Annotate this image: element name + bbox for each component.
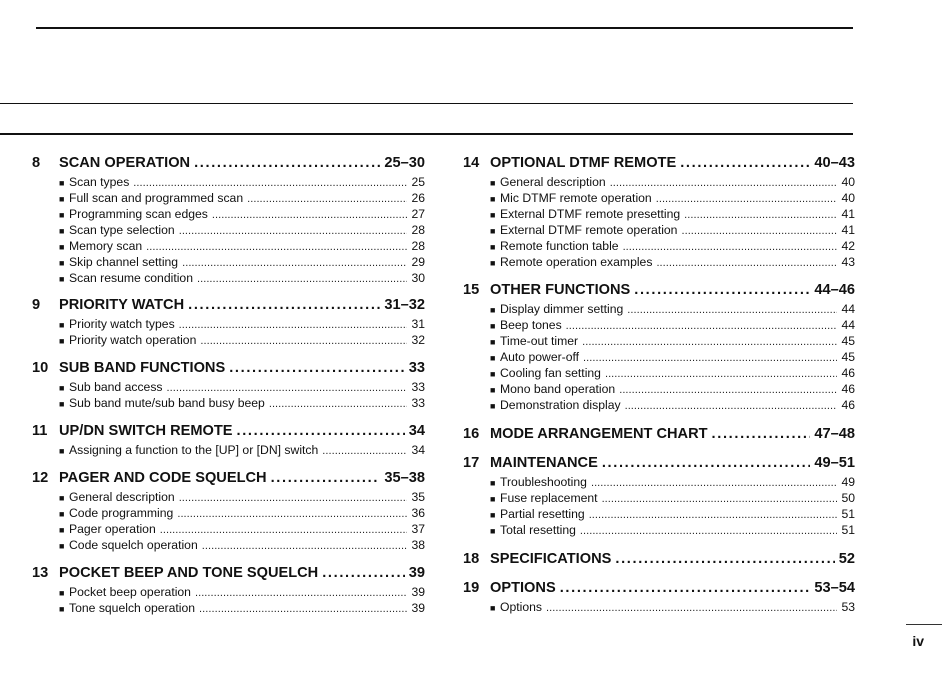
section-spacer (32, 348, 425, 357)
section-title: PAGER AND CODE SQUELCH (59, 470, 267, 486)
lower-rule (0, 133, 853, 135)
toc-section (463, 152, 855, 270)
section-title: OPTIONAL DTMF REMOTE (490, 155, 677, 171)
square-bullet-icon: ■ (490, 337, 496, 347)
square-bullet-icon: ■ (59, 320, 65, 330)
square-bullet-icon: ■ (490, 494, 496, 504)
leader-dots (605, 366, 837, 382)
entry-page: 38 (411, 538, 425, 552)
toc-entry[interactable] (463, 365, 855, 381)
leader-dots (602, 491, 838, 507)
square-bullet-icon: ■ (490, 369, 496, 379)
square-bullet-icon: ■ (59, 258, 65, 268)
leader-dots (179, 490, 408, 506)
entry-page: 27 (411, 207, 425, 221)
section-number: 15 (463, 282, 480, 298)
entry-page: 35 (411, 490, 425, 504)
entry-page: 26 (411, 191, 425, 205)
toc-entry[interactable] (32, 521, 425, 537)
leader-dots (681, 223, 837, 239)
entry-page: 31 (411, 317, 425, 331)
section-spacer (32, 411, 425, 420)
entry-title: Scan resume condition (69, 271, 193, 285)
toc-entry[interactable] (463, 238, 855, 254)
leader-dots (133, 175, 407, 191)
page-number-rule (906, 624, 942, 625)
page-number: iv (912, 633, 924, 649)
leader-dots (229, 357, 405, 379)
leader-dots (619, 382, 837, 398)
square-bullet-icon: ■ (59, 210, 65, 220)
entry-title: Priority watch types (69, 317, 175, 331)
entry-title: Cooling fan setting (500, 366, 601, 380)
entry-page: 49 (841, 475, 855, 489)
entry-page: 42 (841, 239, 855, 253)
section-title: PRIORITY WATCH (59, 297, 185, 313)
section-pages: 52 (838, 551, 855, 567)
toc-entry[interactable] (32, 174, 425, 190)
toc-entry[interactable] (32, 395, 425, 411)
entry-title: Demonstration display (500, 398, 621, 412)
toc-entry[interactable] (463, 254, 855, 270)
entry-page: 37 (411, 522, 425, 536)
leader-dots (602, 452, 811, 474)
toc-section-heading[interactable] (463, 548, 855, 570)
section-number: 13 (32, 565, 49, 581)
toc-section (32, 562, 425, 616)
entry-title: Memory scan (69, 239, 143, 253)
toc-section-heading[interactable] (32, 152, 425, 174)
leader-dots (560, 577, 811, 599)
leader-dots (188, 294, 380, 316)
entry-page: 45 (841, 350, 855, 364)
section-number: 17 (463, 455, 480, 471)
toc-entry[interactable] (32, 600, 425, 616)
toc-section-heading[interactable] (32, 562, 425, 584)
entry-page: 28 (411, 239, 425, 253)
toc-entry[interactable] (32, 442, 425, 458)
section-spacer (463, 538, 855, 548)
entry-title: Partial resetting (500, 507, 585, 521)
leader-dots (160, 522, 408, 538)
entry-title: Sub band mute/sub band busy beep (69, 396, 265, 410)
leader-dots (167, 380, 408, 396)
leader-dots (684, 207, 837, 223)
entry-title: Mono band operation (500, 382, 616, 396)
leader-dots (582, 334, 837, 350)
leader-dots (269, 396, 408, 412)
entry-title: Total resetting (500, 523, 576, 537)
section-title: MODE ARRANGEMENT CHART (490, 426, 708, 442)
toc-entry[interactable] (32, 270, 425, 286)
square-bullet-icon: ■ (490, 385, 496, 395)
square-bullet-icon: ■ (59, 399, 65, 409)
leader-dots (271, 467, 381, 489)
entry-title: Programming scan edges (69, 207, 208, 221)
entry-page: 46 (841, 366, 855, 380)
toc-section-heading[interactable] (32, 420, 425, 442)
toc-entry[interactable] (463, 506, 855, 522)
entry-page: 33 (411, 396, 425, 410)
entry-page: 51 (841, 507, 855, 521)
entry-page: 46 (841, 382, 855, 396)
entry-page: 44 (841, 318, 855, 332)
toc-section (32, 152, 425, 286)
section-spacer (32, 458, 425, 467)
toc-section-heading[interactable] (32, 294, 425, 316)
entry-title: Remote function table (500, 239, 619, 253)
leader-dots (656, 191, 838, 207)
leader-dots (623, 239, 838, 255)
toc-right-column (463, 152, 855, 615)
entry-page: 39 (411, 585, 425, 599)
section-title: OPTIONS (490, 580, 556, 596)
entry-title: External DTMF remote presetting (500, 207, 681, 221)
leader-dots (177, 506, 407, 522)
leader-dots (322, 443, 407, 459)
square-bullet-icon: ■ (59, 493, 65, 503)
section-pages: 25–30 (384, 155, 425, 171)
square-bullet-icon: ■ (59, 336, 65, 346)
section-number: 19 (463, 580, 480, 596)
entry-title: Scan type selection (69, 223, 175, 237)
section-spacer (463, 445, 855, 452)
leader-dots (610, 175, 838, 191)
toc-section (463, 452, 855, 538)
leader-dots (179, 223, 408, 239)
square-bullet-icon: ■ (490, 258, 496, 268)
toc-entry[interactable] (463, 490, 855, 506)
section-title: POCKET BEEP AND TONE SQUELCH (59, 565, 319, 581)
square-bullet-icon: ■ (490, 478, 496, 488)
toc-section (463, 279, 855, 413)
leader-dots (546, 600, 837, 616)
section-spacer (463, 570, 855, 577)
toc-entry[interactable] (463, 474, 855, 490)
square-bullet-icon: ■ (490, 526, 496, 536)
square-bullet-icon: ■ (59, 525, 65, 535)
square-bullet-icon: ■ (490, 226, 496, 236)
leader-dots (589, 507, 838, 523)
section-number: 11 (32, 423, 48, 439)
leader-dots (195, 585, 407, 601)
square-bullet-icon: ■ (490, 210, 496, 220)
entry-title: Code programming (69, 506, 174, 520)
toc-section (32, 420, 425, 458)
entry-page: 33 (411, 380, 425, 394)
leader-dots (580, 523, 838, 539)
square-bullet-icon: ■ (59, 604, 65, 614)
entry-page: 41 (841, 223, 855, 237)
square-bullet-icon: ■ (59, 588, 65, 598)
section-number: 16 (463, 426, 480, 442)
section-title: SUB BAND FUNCTIONS (59, 360, 226, 376)
section-number: 14 (463, 155, 480, 171)
section-number: 12 (32, 470, 49, 486)
entry-title: Scan types (69, 175, 130, 189)
leader-dots (202, 538, 408, 554)
entry-title: Assigning a function to the [UP] or [DN] switch (69, 443, 319, 457)
section-pages: 40–43 (814, 155, 855, 171)
leader-dots (146, 239, 407, 255)
square-bullet-icon: ■ (490, 194, 496, 204)
leader-dots (566, 318, 838, 334)
leader-dots (247, 191, 407, 207)
leader-dots (625, 398, 838, 414)
square-bullet-icon: ■ (59, 194, 65, 204)
leader-dots (583, 350, 837, 366)
toc-entry[interactable] (463, 317, 855, 333)
entry-title: Troubleshooting (500, 475, 587, 489)
entry-title: Priority watch operation (69, 333, 197, 347)
entry-title: General description (500, 175, 606, 189)
section-title: SCAN OPERATION (59, 155, 191, 171)
section-spacer (32, 286, 425, 294)
toc-entry[interactable] (463, 174, 855, 190)
entry-title: General description (69, 490, 175, 504)
section-title: OTHER FUNCTIONS (490, 282, 631, 298)
square-bullet-icon: ■ (490, 603, 496, 613)
entry-page: 40 (841, 191, 855, 205)
section-number: 8 (32, 155, 41, 171)
square-bullet-icon: ■ (59, 274, 65, 284)
toc-section (32, 357, 425, 411)
section-pages: 47–48 (814, 426, 855, 442)
entry-title: Time-out timer (500, 334, 579, 348)
entry-page: 46 (841, 398, 855, 412)
toc-entry[interactable] (32, 222, 425, 238)
leader-dots (680, 152, 810, 174)
entry-page: 45 (841, 334, 855, 348)
square-bullet-icon: ■ (59, 178, 65, 188)
square-bullet-icon: ■ (490, 510, 496, 520)
section-title: UP/DN SWITCH REMOTE (59, 423, 233, 439)
entry-title: Display dimmer setting (500, 302, 624, 316)
square-bullet-icon: ■ (59, 446, 65, 456)
leader-dots (179, 317, 408, 333)
toc-entry[interactable] (32, 206, 425, 222)
toc-entry[interactable] (463, 349, 855, 365)
square-bullet-icon: ■ (490, 242, 496, 252)
entry-title: Pocket beep operation (69, 585, 191, 599)
toc-entry[interactable] (463, 301, 855, 317)
entry-page: 36 (411, 506, 425, 520)
leader-dots (182, 255, 407, 271)
square-bullet-icon: ■ (59, 383, 65, 393)
toc-entry[interactable] (32, 489, 425, 505)
square-bullet-icon: ■ (59, 242, 65, 252)
section-spacer (32, 553, 425, 562)
section-pages: 49–51 (814, 455, 855, 471)
toc-entry[interactable] (463, 190, 855, 206)
entry-page: 29 (411, 255, 425, 269)
section-pages: 34 (408, 423, 425, 439)
toc-entry[interactable] (32, 316, 425, 332)
toc-entry[interactable] (463, 206, 855, 222)
entry-title: Pager operation (69, 522, 156, 536)
square-bullet-icon: ■ (59, 541, 65, 551)
top-rule (36, 27, 853, 29)
section-spacer (463, 270, 855, 279)
entry-page: 28 (411, 223, 425, 237)
entry-title: Fuse replacement (500, 491, 598, 505)
entry-title: Skip channel setting (69, 255, 179, 269)
toc-entry[interactable] (463, 333, 855, 349)
square-bullet-icon: ■ (490, 321, 496, 331)
entry-page: 44 (841, 302, 855, 316)
leader-dots (615, 548, 834, 570)
toc-entry[interactable] (32, 379, 425, 395)
square-bullet-icon: ■ (59, 509, 65, 519)
entry-title: Auto power-off (500, 350, 580, 364)
square-bullet-icon: ■ (490, 305, 496, 315)
toc-section (463, 423, 855, 445)
toc-entry[interactable] (32, 254, 425, 270)
entry-page: 32 (411, 333, 425, 347)
toc-section-heading[interactable] (463, 279, 855, 301)
section-pages: 53–54 (814, 580, 855, 596)
toc-entry[interactable] (32, 238, 425, 254)
toc-section-heading[interactable] (463, 577, 855, 599)
entry-title: Tone squelch operation (69, 601, 196, 615)
toc-entry[interactable] (32, 332, 425, 348)
leader-dots (199, 601, 407, 617)
toc-entry[interactable] (463, 381, 855, 397)
entry-page: 53 (841, 600, 855, 614)
section-pages: 35–38 (384, 470, 425, 486)
toc-section (32, 294, 425, 348)
leader-dots (237, 420, 405, 442)
leader-dots (656, 255, 837, 271)
toc-entry[interactable] (32, 190, 425, 206)
leader-dots (200, 333, 407, 349)
toc-entry[interactable] (32, 537, 425, 553)
square-bullet-icon: ■ (490, 401, 496, 411)
toc-entry[interactable] (463, 397, 855, 413)
leader-dots (591, 475, 837, 491)
entry-title: Options (500, 600, 543, 614)
section-spacer (463, 413, 855, 423)
section-pages: 44–46 (814, 282, 855, 298)
toc-section-heading[interactable] (463, 452, 855, 474)
toc-entry[interactable] (32, 584, 425, 600)
entry-title: Full scan and programmed scan (69, 191, 244, 205)
leader-dots (322, 562, 405, 584)
leader-dots (634, 279, 810, 301)
section-pages: 33 (408, 360, 425, 376)
leader-dots (212, 207, 408, 223)
entry-page: 41 (841, 207, 855, 221)
toc-section-heading[interactable] (463, 152, 855, 174)
toc-section-heading[interactable] (32, 467, 425, 489)
entry-title: Code squelch operation (69, 538, 198, 552)
entry-page: 25 (411, 175, 425, 189)
toc-section-heading[interactable] (463, 423, 855, 445)
section-number: 18 (463, 551, 480, 567)
leader-dots (712, 423, 811, 445)
toc-entry[interactable] (32, 505, 425, 521)
section-number: 10 (32, 360, 49, 376)
toc-section (32, 467, 425, 553)
entry-page: 43 (841, 255, 855, 269)
entry-title: Mic DTMF remote operation (500, 191, 652, 205)
middle-rule (0, 103, 853, 104)
entry-title: External DTMF remote operation (500, 223, 678, 237)
entry-title: Remote operation examples (500, 255, 653, 269)
leader-dots (194, 152, 380, 174)
square-bullet-icon: ■ (490, 353, 496, 363)
section-pages: 39 (408, 565, 425, 581)
entry-title: Sub band access (69, 380, 163, 394)
entry-page: 30 (411, 271, 425, 285)
toc-section-heading[interactable] (32, 357, 425, 379)
toc-entry[interactable] (463, 222, 855, 238)
entry-page: 34 (411, 443, 425, 457)
entry-page: 40 (841, 175, 855, 189)
toc-entry[interactable] (463, 599, 855, 615)
entry-page: 51 (841, 523, 855, 537)
section-pages: 31–32 (384, 297, 425, 313)
leader-dots (627, 302, 837, 318)
entry-title: Beep tones (500, 318, 562, 332)
leader-dots (197, 271, 407, 287)
toc-section (463, 577, 855, 615)
section-number: 9 (32, 297, 41, 313)
toc-left-column (32, 152, 425, 616)
toc-section (463, 548, 855, 570)
square-bullet-icon: ■ (490, 178, 496, 188)
entry-page: 50 (841, 491, 855, 505)
entry-page: 39 (411, 601, 425, 615)
square-bullet-icon: ■ (59, 226, 65, 236)
section-title: MAINTENANCE (490, 455, 598, 471)
toc-entry[interactable] (463, 522, 855, 538)
section-title: SPECIFICATIONS (490, 551, 612, 567)
